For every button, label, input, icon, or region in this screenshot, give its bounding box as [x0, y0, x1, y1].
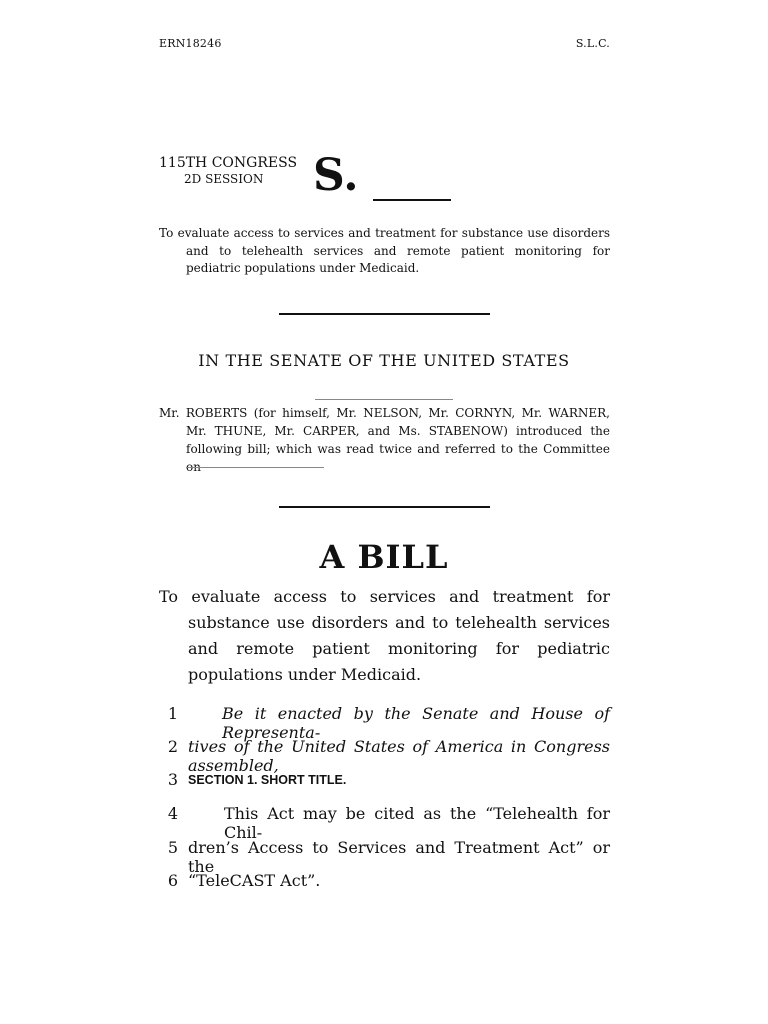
divider-rule — [279, 506, 490, 508]
sponsors-paragraph: Mr. ROBERTS (for himself, Mr. NELSON, Mr. CORNYN, Mr. WARNER, Mr. THUNE, Mr. CARPER, and Ms. STABENOW) introduced the following bill; which was read twice and referred to the Committee on — [159, 406, 610, 474]
bill-heading: A BILL — [319, 538, 449, 576]
enacting-clause-line: Be it enacted by the Senate and House of Representa- — [222, 704, 610, 742]
committee-blank — [186, 467, 324, 468]
short-description: To evaluate access to services and treatment for substance use disorders and to telehealth services and remote patient monitoring for pediatric populations under Medicaid. — [159, 226, 610, 275]
thin-divider — [315, 399, 453, 400]
enacting-clause-line: tives of the United States of America in Congress assembled, — [188, 737, 610, 775]
bill-number-blank — [373, 199, 451, 201]
line-number: 2 — [167, 737, 178, 756]
document-code: S.L.C. — [575, 37, 610, 50]
document-id: ERN18246 — [159, 37, 222, 50]
section-text-line: dren’s Access to Services and Treatment Act” or the — [188, 838, 610, 876]
chamber-heading: IN THE SENATE OF THE UNITED STATES — [198, 351, 570, 370]
congress-number: 115TH CONGRESS — [159, 155, 298, 171]
section-text-line: “TeleCAST Act”. — [188, 871, 321, 890]
divider-rule — [279, 313, 490, 315]
bill-prefix: S. — [313, 150, 359, 201]
section-heading: SECTION 1. SHORT TITLE. — [188, 773, 347, 787]
line-number: 6 — [167, 871, 178, 890]
line-number: 1 — [167, 704, 178, 723]
line-number: 3 — [167, 770, 178, 789]
long-title: To evaluate access to services and treatment for substance use disorders and to telehealth services and remote patient monitoring for pediatric populations under Medicaid. — [159, 587, 610, 684]
line-number: 4 — [167, 804, 178, 823]
line-number: 5 — [167, 838, 178, 857]
section-text-line: This Act may be cited as the “Telehealth for Chil- — [224, 804, 610, 842]
session-number: 2D SESSION — [184, 172, 264, 186]
